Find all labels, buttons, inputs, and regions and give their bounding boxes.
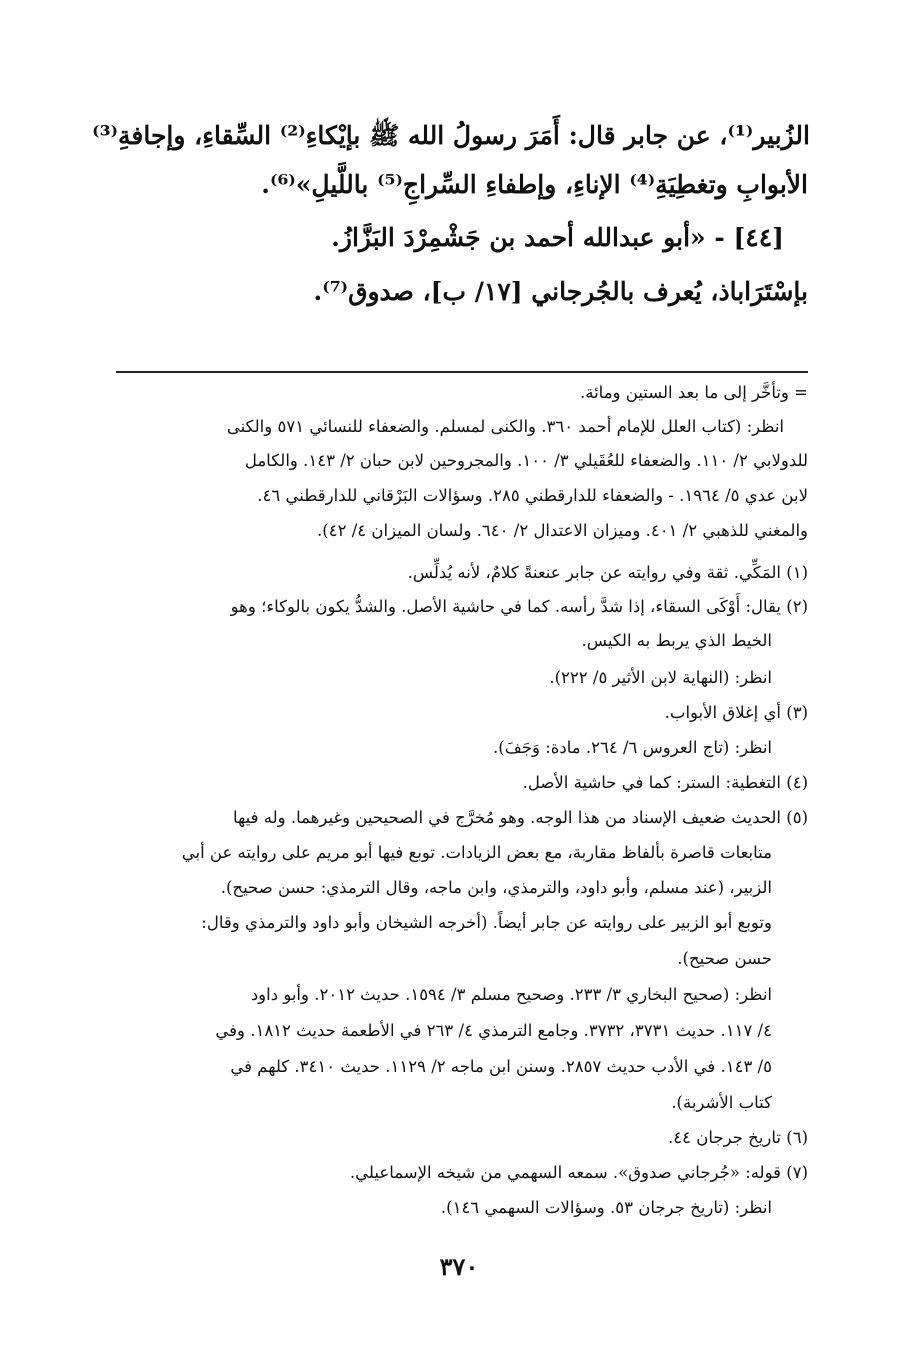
- footnote-2: (٢) يقال: أَوْكَى السقاء، إذا شدَّ رأسه. كما في حاشية الأصل. والشدُّ يكون بالوكاء؛ وهو: [230, 597, 808, 616]
- page-number: ٣٧٠: [439, 1252, 479, 1281]
- footnote-separator: [116, 371, 808, 373]
- footnote-line: لابن عدي ٥/ ١٩٦٤. - والضعفاء للدارقطني ٢٨٥. وسؤالات البَرْقاني للدارقطني ٤٦.: [257, 486, 808, 505]
- footnote-line: انظر: (تاريخ جرجان ٥٣. وسؤالات السهمي ١٤٦).: [440, 1198, 772, 1217]
- footnote-7: (٧) قوله: «جُرجاني صدوق». سمعه السهمي من شيخه الإسماعيلي.: [349, 1163, 808, 1182]
- footnote-1: (١) المَكِّي. ثقة وفي روايته عن جابر عنعنةً كلامٌ، لأنه يُدلِّس.: [407, 563, 808, 582]
- footnote-line: انظر: (كتاب العلل للإمام أحمد ٣٦٠. والكنى لمسلم. والضعفاء للنسائي ٥٧١ والكنى: [226, 417, 784, 436]
- footnote-line: حسن صحيح).: [677, 949, 772, 968]
- main-text-line-4: بإسْتَرَاباذ، يُعرف بالجُرجاني [١٧/ ب]، صدوق⁽⁷⁾.: [313, 277, 808, 306]
- footnote-line: للدولابي ٢/ ١١٠. والضعفاء للعُقَيلي ٣/ ١٠٠. والمجروحين لابن حبان ٢/ ١٤٣. والكامل: [244, 451, 808, 470]
- footnote-4: (٤) التغطية: الستر: كما في حاشية الأصل.: [522, 773, 808, 792]
- footnote-5: (٥) الحديث ضعيف الإسناد من هذا الوجه. وهو مُخرَّج في الصحيحين وغيرهما. وله فيها: [233, 808, 808, 827]
- main-text-line-1: الزُبير⁽¹⁾، عن جابر قال: أَمَرَ رسولُ الله ﷺ بإيْكاءِ⁽²⁾ السِّقاءِ، وإجافةِ⁽³⁾: [92, 121, 810, 150]
- footnote-line: وتوبع أبو الزبير على روايته عن جابر أيضاً. (أخرجه الشيخان وأبو داود والترمذي وقال:: [201, 913, 772, 932]
- footnote-line: والمغني للذهبي ٢/ ٤٠١. وميزان الاعتدال ٢/ ٦٤٠. ولسان الميزان ٤/ ٤٢).: [317, 521, 808, 540]
- footnote-line: انظر: (صحيح البخاري ٣/ ٢٣٣. وصحيح مسلم ٣/ ١٥٩٤. حديث ٢٠١٢. وأبو داود: [250, 985, 772, 1004]
- footnote-line: متابعات قاصرة بألفاظ مقاربة، مع بعض الزيادات. توبع فيها أبو مريم على روايته عن أبي: [181, 843, 772, 862]
- footnote-line: انظر: (النهاية لابن الأثير ٥/ ٢٢٢).: [549, 668, 772, 687]
- footnote-6: (٦) تاريخ جرجان ٤٤.: [668, 1128, 808, 1147]
- footnote-line: ٤/ ١١٧. حديث ٣٧٣١، ٣٧٣٢. وجامع الترمذي ٤/ ٢٦٣ في الأطعمة حديث ١٨١٢. وفي: [215, 1021, 772, 1040]
- footnote-line: انظر: (تاج العروس ٦/ ٢٦٤. مادة: وَجَفَ).: [493, 738, 772, 757]
- entry-heading: [٤٤] - «أبو عبدالله أحمد بن جَشْمِرْدَ البَزَّازُ.: [331, 223, 784, 252]
- footnote-line: الخيط الذي يربط به الكيس.: [581, 631, 772, 650]
- main-text-line-2: الأبوابِ وتغطِيَةِ⁽⁴⁾ الإناءِ، وإطفاءِ السِّراجِ⁽⁵⁾ باللَّيلِ»⁽⁶⁾.: [261, 170, 808, 199]
- footnote-line: = وتأخَّر إلى ما بعد الستين ومائة.: [580, 383, 808, 402]
- footnote-line: ٥/ ١٤٣. في الأدب حديث ٢٨٥٧. وسنن ابن ماجه ٢/ ١١٢٩. حديث ٣٤١٠. كلهم في: [230, 1057, 772, 1076]
- footnote-line: كتاب الأشربة).: [671, 1093, 772, 1112]
- footnote-line: الزبير، (عند مسلم، وأبو داود، والترمذي، وابن ماجه، وقال الترمذي: حسن صحيح).: [220, 878, 772, 897]
- footnote-3: (٣) أي إغلاق الأبواب.: [664, 703, 808, 722]
